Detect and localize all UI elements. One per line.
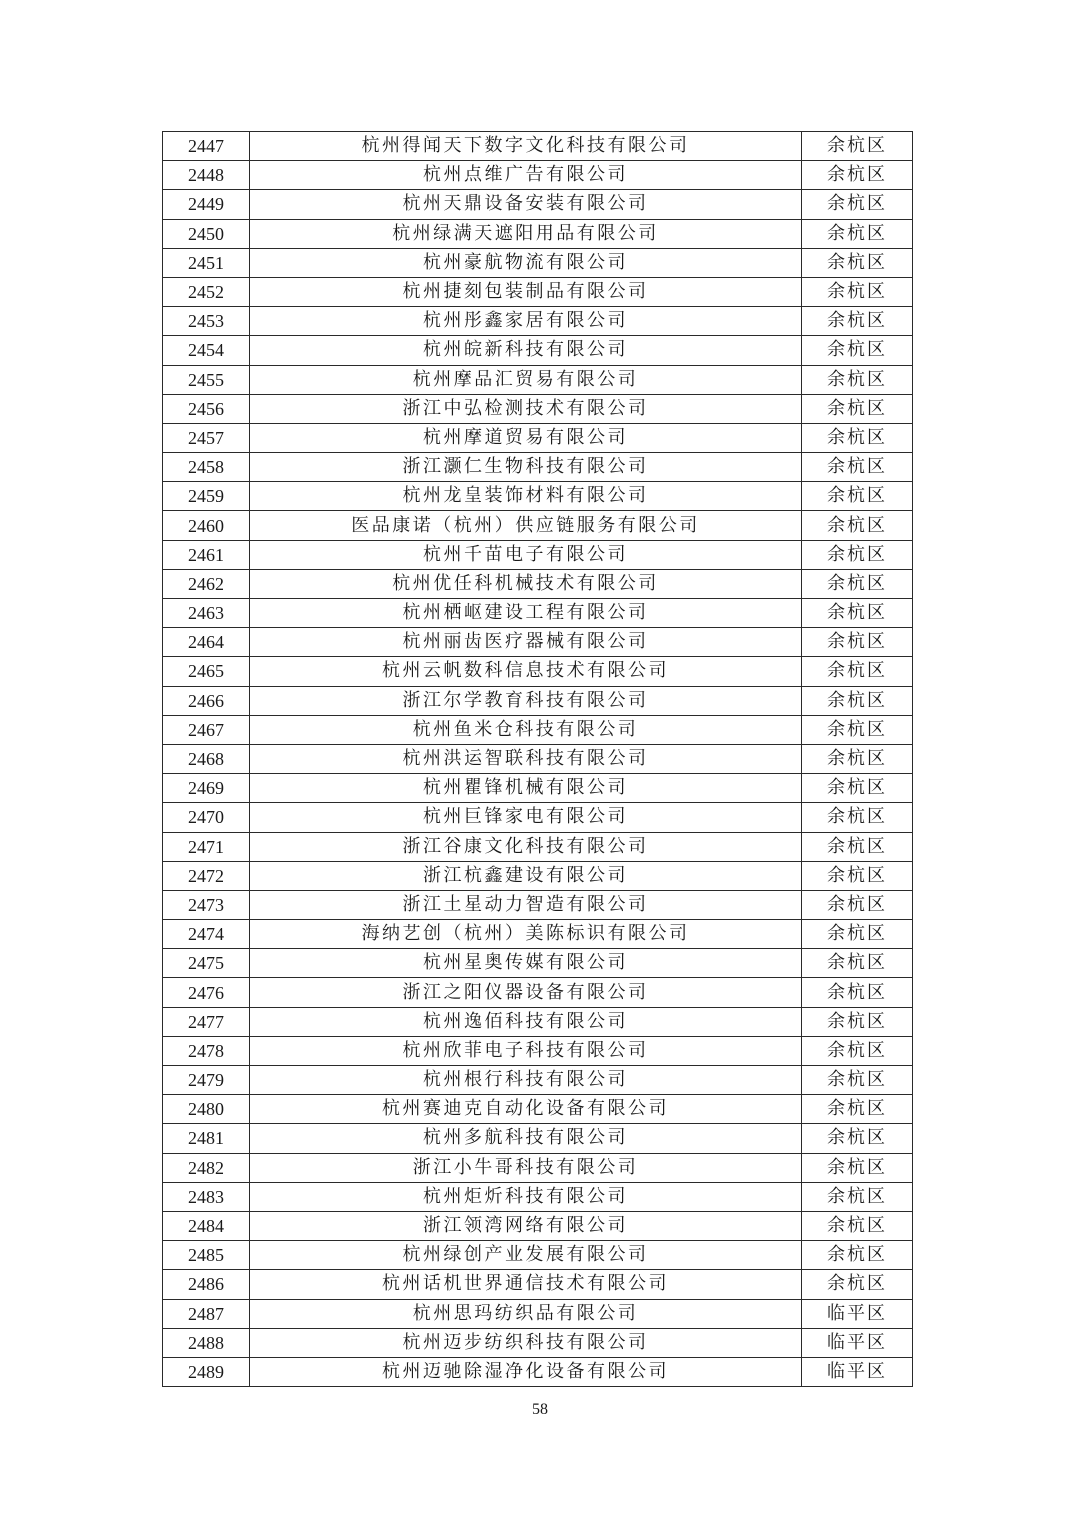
- table-row: [163, 599, 913, 628]
- district-name: 余杭区: [802, 394, 913, 423]
- company-name: 杭州鱼米仓科技有限公司: [250, 715, 802, 744]
- table-row: [163, 744, 913, 773]
- district-name: 余杭区: [802, 482, 913, 511]
- district-name: 余杭区: [802, 1036, 913, 1065]
- district-name: 余杭区: [802, 453, 913, 482]
- company-name: 杭州洪运智联科技有限公司: [250, 744, 802, 773]
- company-name: 杭州巨锋家电有限公司: [250, 803, 802, 832]
- district-name: 余杭区: [802, 1095, 913, 1124]
- row-number: 2474: [163, 920, 250, 949]
- company-name: 杭州摩道贸易有限公司: [250, 423, 802, 452]
- district-name: 余杭区: [802, 1066, 913, 1095]
- table-row: [163, 920, 913, 949]
- row-number: 2484: [163, 1211, 250, 1240]
- company-name: 杭州捷刻包装制品有限公司: [250, 277, 802, 306]
- row-number: 2479: [163, 1066, 250, 1095]
- row-number: 2473: [163, 890, 250, 919]
- district-name: 临平区: [802, 1328, 913, 1357]
- company-name: 浙江尔学教育科技有限公司: [250, 686, 802, 715]
- company-name: 杭州彤鑫家居有限公司: [250, 307, 802, 336]
- district-name: 余杭区: [802, 1270, 913, 1299]
- company-name: 杭州绿创产业发展有限公司: [250, 1241, 802, 1270]
- row-number: 2487: [163, 1299, 250, 1328]
- company-name: 杭州天鼎设备安装有限公司: [250, 190, 802, 219]
- company-name: 海纳艺创（杭州）美陈标识有限公司: [250, 920, 802, 949]
- district-name: 余杭区: [802, 920, 913, 949]
- table-row: [163, 161, 913, 190]
- row-number: 2478: [163, 1036, 250, 1065]
- table-row: [163, 832, 913, 861]
- district-name: 余杭区: [802, 657, 913, 686]
- company-name: 浙江杭鑫建设有限公司: [250, 861, 802, 890]
- district-name: 余杭区: [802, 277, 913, 306]
- row-number: 2462: [163, 569, 250, 598]
- table-row: [163, 540, 913, 569]
- table-row: [163, 774, 913, 803]
- district-name: 余杭区: [802, 686, 913, 715]
- company-name: 浙江之阳仪器设备有限公司: [250, 978, 802, 1007]
- district-name: 余杭区: [802, 423, 913, 452]
- row-number: 2453: [163, 307, 250, 336]
- row-number: 2466: [163, 686, 250, 715]
- company-name: 杭州迈步纺织科技有限公司: [250, 1328, 802, 1357]
- district-name: 余杭区: [802, 336, 913, 365]
- company-name: 杭州话机世界通信技术有限公司: [250, 1270, 802, 1299]
- row-number: 2488: [163, 1328, 250, 1357]
- table-row: [163, 1124, 913, 1153]
- district-name: 余杭区: [802, 978, 913, 1007]
- company-name: 杭州点维广告有限公司: [250, 161, 802, 190]
- row-number: 2450: [163, 219, 250, 248]
- company-name: 浙江中弘检测技术有限公司: [250, 394, 802, 423]
- row-number: 2485: [163, 1241, 250, 1270]
- company-name: 杭州绿满天遮阳用品有限公司: [250, 219, 802, 248]
- row-number: 2480: [163, 1095, 250, 1124]
- district-name: 余杭区: [802, 1153, 913, 1182]
- row-number: 2456: [163, 394, 250, 423]
- row-number: 2468: [163, 744, 250, 773]
- company-name: 浙江领湾网络有限公司: [250, 1211, 802, 1240]
- table-row: [163, 978, 913, 1007]
- row-number: 2451: [163, 248, 250, 277]
- company-name: 杭州栖岖建设工程有限公司: [250, 599, 802, 628]
- row-number: 2457: [163, 423, 250, 452]
- district-name: 临平区: [802, 1357, 913, 1386]
- company-name: 杭州豪航物流有限公司: [250, 248, 802, 277]
- company-name: 杭州欣菲电子科技有限公司: [250, 1036, 802, 1065]
- table-row: [163, 248, 913, 277]
- row-number: 2448: [163, 161, 250, 190]
- table-row: [163, 277, 913, 306]
- company-name: 杭州千苗电子有限公司: [250, 540, 802, 569]
- district-name: 余杭区: [802, 219, 913, 248]
- table-row: [163, 715, 913, 744]
- company-list-table: [162, 131, 913, 1387]
- district-name: 余杭区: [802, 540, 913, 569]
- district-name: 余杭区: [802, 832, 913, 861]
- row-number: 2465: [163, 657, 250, 686]
- district-name: 余杭区: [802, 803, 913, 832]
- company-name: 杭州星奥传媒有限公司: [250, 949, 802, 978]
- district-name: 余杭区: [802, 1124, 913, 1153]
- table-row: [163, 453, 913, 482]
- company-name: 浙江灏仁生物科技有限公司: [250, 453, 802, 482]
- table-row: [163, 861, 913, 890]
- row-number: 2455: [163, 365, 250, 394]
- table-row: [163, 394, 913, 423]
- company-name: 杭州迈驰除湿净化设备有限公司: [250, 1357, 802, 1386]
- table-row: [163, 511, 913, 540]
- district-name: 余杭区: [802, 569, 913, 598]
- row-number: 2472: [163, 861, 250, 890]
- table-row: [163, 1241, 913, 1270]
- district-name: 余杭区: [802, 307, 913, 336]
- company-name: 杭州得闻天下数字文化科技有限公司: [250, 132, 802, 161]
- district-name: 余杭区: [802, 774, 913, 803]
- company-name: 杭州思玛纺织品有限公司: [250, 1299, 802, 1328]
- company-name: 杭州赛迪克自动化设备有限公司: [250, 1095, 802, 1124]
- row-number: 2475: [163, 949, 250, 978]
- row-number: 2471: [163, 832, 250, 861]
- district-name: 余杭区: [802, 715, 913, 744]
- district-name: 余杭区: [802, 949, 913, 978]
- row-number: 2458: [163, 453, 250, 482]
- row-number: 2481: [163, 1124, 250, 1153]
- district-name: 余杭区: [802, 1211, 913, 1240]
- table-row: [163, 307, 913, 336]
- table-body: [163, 132, 913, 1387]
- district-name: 余杭区: [802, 365, 913, 394]
- company-name: 杭州多航科技有限公司: [250, 1124, 802, 1153]
- row-number: 2460: [163, 511, 250, 540]
- district-name: 余杭区: [802, 248, 913, 277]
- table-row: [163, 1066, 913, 1095]
- company-name: 杭州炬炘科技有限公司: [250, 1182, 802, 1211]
- table-row: [163, 1182, 913, 1211]
- company-name: 医品康诺（杭州）供应链服务有限公司: [250, 511, 802, 540]
- district-name: 余杭区: [802, 744, 913, 773]
- row-number: 2447: [163, 132, 250, 161]
- company-name: 杭州优任科机械技术有限公司: [250, 569, 802, 598]
- row-number: 2454: [163, 336, 250, 365]
- company-name: 杭州龙皇装饰材料有限公司: [250, 482, 802, 511]
- company-name: 杭州瞿锋机械有限公司: [250, 774, 802, 803]
- district-name: 余杭区: [802, 161, 913, 190]
- table-row: [163, 1270, 913, 1299]
- row-number: 2483: [163, 1182, 250, 1211]
- row-number: 2463: [163, 599, 250, 628]
- table-row: [163, 336, 913, 365]
- district-name: 余杭区: [802, 628, 913, 657]
- table-row: [163, 1299, 913, 1328]
- table-row: [163, 890, 913, 919]
- district-name: 余杭区: [802, 861, 913, 890]
- table-row: [163, 365, 913, 394]
- row-number: 2486: [163, 1270, 250, 1299]
- table-row: [163, 803, 913, 832]
- company-name: 杭州根行科技有限公司: [250, 1066, 802, 1095]
- table-row: [163, 686, 913, 715]
- table-row: [163, 657, 913, 686]
- table-row: [163, 1153, 913, 1182]
- row-number: 2477: [163, 1007, 250, 1036]
- table-row: [163, 1007, 913, 1036]
- row-number: 2449: [163, 190, 250, 219]
- district-name: 余杭区: [802, 890, 913, 919]
- district-name: 余杭区: [802, 599, 913, 628]
- row-number: 2459: [163, 482, 250, 511]
- company-name: 杭州丽齿医疗器械有限公司: [250, 628, 802, 657]
- company-name: 杭州云帆数科信息技术有限公司: [250, 657, 802, 686]
- table-row: [163, 482, 913, 511]
- row-number: 2461: [163, 540, 250, 569]
- table-row: [163, 423, 913, 452]
- table-row: [163, 569, 913, 598]
- row-number: 2482: [163, 1153, 250, 1182]
- district-name: 余杭区: [802, 132, 913, 161]
- row-number: 2469: [163, 774, 250, 803]
- page-number: 58: [532, 1401, 548, 1418]
- table-row: [163, 949, 913, 978]
- company-name: 杭州逸佰科技有限公司: [250, 1007, 802, 1036]
- district-name: 余杭区: [802, 190, 913, 219]
- company-name: 杭州皖新科技有限公司: [250, 336, 802, 365]
- row-number: 2467: [163, 715, 250, 744]
- row-number: 2452: [163, 277, 250, 306]
- table-row: [163, 628, 913, 657]
- row-number: 2476: [163, 978, 250, 1007]
- table-row: [163, 1095, 913, 1124]
- table-row: [163, 132, 913, 161]
- district-name: 余杭区: [802, 1182, 913, 1211]
- district-name: 临平区: [802, 1299, 913, 1328]
- row-number: 2470: [163, 803, 250, 832]
- row-number: 2489: [163, 1357, 250, 1386]
- district-name: 余杭区: [802, 1007, 913, 1036]
- row-number: 2464: [163, 628, 250, 657]
- company-name: 浙江土星动力智造有限公司: [250, 890, 802, 919]
- company-name: 浙江谷康文化科技有限公司: [250, 832, 802, 861]
- company-name: 浙江小牛哥科技有限公司: [250, 1153, 802, 1182]
- table-row: [163, 219, 913, 248]
- table-row: [163, 1357, 913, 1386]
- table-row: [163, 1211, 913, 1240]
- district-name: 余杭区: [802, 511, 913, 540]
- table-row: [163, 190, 913, 219]
- table-row: [163, 1036, 913, 1065]
- company-name: 杭州摩品汇贸易有限公司: [250, 365, 802, 394]
- district-name: 余杭区: [802, 1241, 913, 1270]
- table-row: [163, 1328, 913, 1357]
